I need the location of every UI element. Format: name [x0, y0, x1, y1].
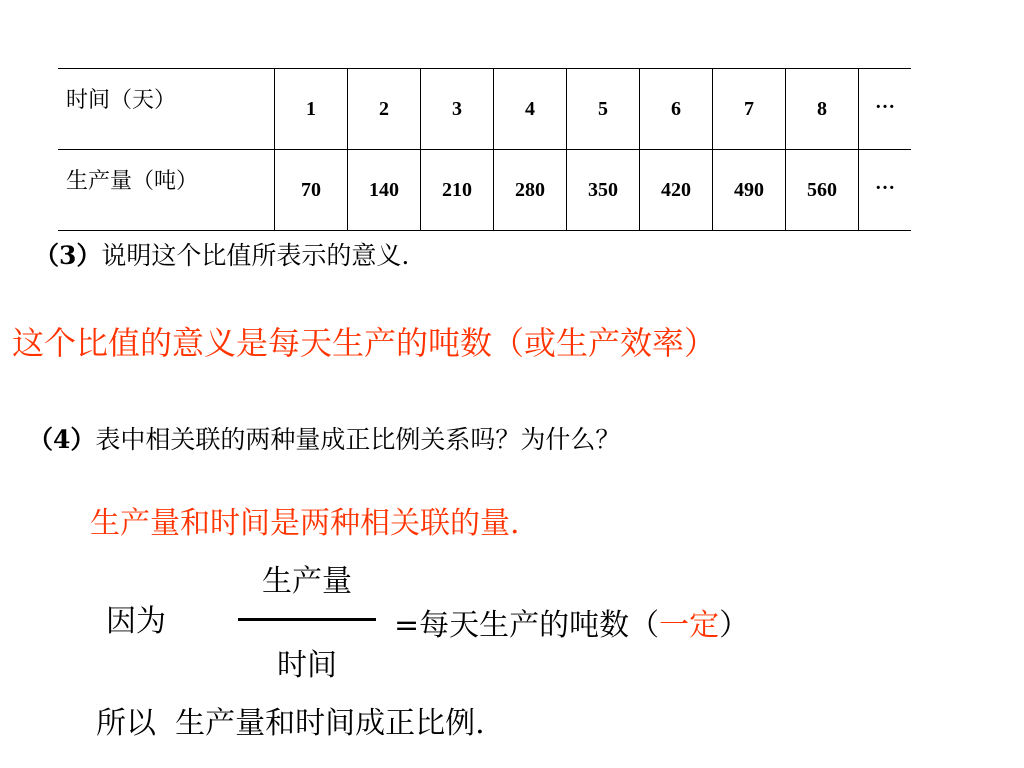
question-4-answer: 生产量和时间是两种相关联的量.	[90, 506, 520, 541]
question-4-number: （4）	[28, 425, 96, 454]
day-cell: 6	[640, 69, 713, 150]
question-3-number: （3）	[34, 241, 102, 270]
constant-label: 一定	[659, 608, 720, 643]
conclusion-text: 生产量和时间成正比例.	[175, 706, 485, 741]
output-cell: 280	[494, 150, 567, 231]
output-cell: 560	[786, 150, 859, 231]
question-3	[34, 236, 409, 272]
day-cell: 7	[713, 69, 786, 150]
output-cell: 420	[640, 150, 713, 231]
day-cell: 1	[275, 69, 348, 150]
day-cell: 3	[421, 69, 494, 150]
output-cell: 490	[713, 150, 786, 231]
output-cell: 140	[348, 150, 421, 231]
ellipsis-cell: …	[859, 69, 912, 150]
conclusion	[96, 698, 485, 742]
question-4	[28, 420, 620, 456]
row-header-output: 生产量（吨）	[58, 150, 275, 231]
day-cell: 5	[567, 69, 640, 150]
output-cell: 70	[275, 150, 348, 231]
day-cell: 2	[348, 69, 421, 150]
fraction-numerator: 生产量	[262, 564, 352, 599]
ellipsis-cell: …	[859, 150, 912, 231]
fraction-bar	[238, 618, 376, 621]
question-4-text: 表中相关联的两种量成正比例关系吗？为什么？	[95, 425, 621, 454]
table-row-days	[58, 69, 911, 150]
row-header-days: 时间（天）	[58, 69, 275, 150]
day-cell: 4	[494, 69, 567, 150]
day-cell: 8	[786, 69, 859, 150]
table-row-outputs	[58, 150, 911, 231]
equals-statement	[394, 600, 749, 644]
question-3-answer: 这个比值的意义是每天生产的吨数（或生产效率）	[12, 324, 717, 362]
conclusion-so: 所以	[96, 706, 156, 741]
close-paren: ）	[719, 608, 750, 643]
equals-text: =每天生产的吨数（	[394, 608, 660, 643]
because-label: 因为	[106, 604, 166, 639]
output-cell: 350	[567, 150, 640, 231]
question-3-text: 说明这个比值所表示的意义.	[101, 241, 410, 270]
fraction-denominator: 时间	[277, 648, 337, 683]
data-table	[58, 68, 911, 231]
output-cell: 210	[421, 150, 494, 231]
